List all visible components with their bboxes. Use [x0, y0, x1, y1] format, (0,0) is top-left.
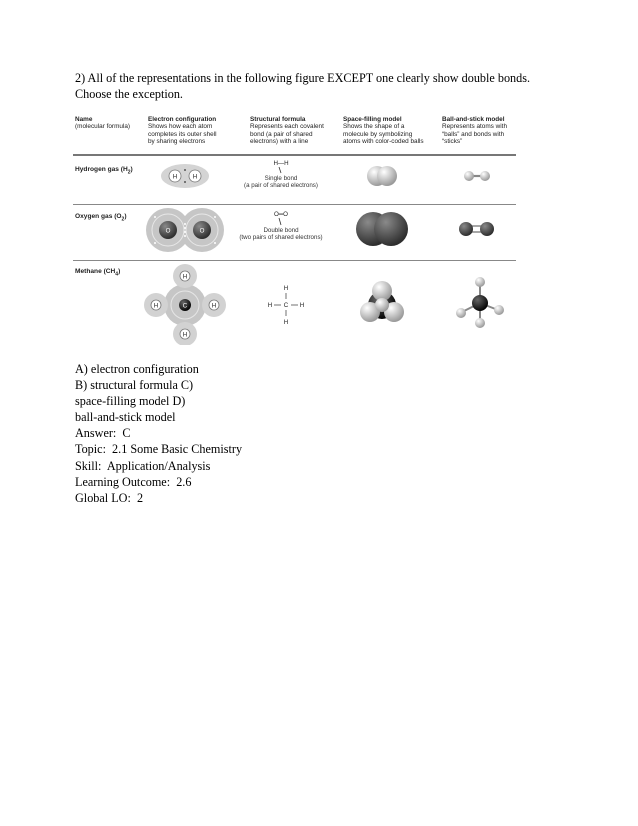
topic-line: Topic: 2.1 Some Basic Chemistry: [75, 442, 243, 457]
row-label-methane: Methane $(CH_4)$: [75, 268, 121, 278]
pointer-arrow: [279, 218, 281, 225]
oxygen-ball: [480, 222, 494, 236]
hydrogen-ball: [375, 298, 389, 312]
h2-space-filling-model: [367, 166, 397, 186]
atom-label-h: H: [211, 302, 217, 310]
oxygen-ball: [374, 212, 408, 246]
electron-dot: [214, 242, 216, 244]
h2-ball-and-stick-model: [464, 171, 490, 181]
question-line-2: Choose the exception.: [75, 87, 183, 101]
header-name: Name (molecular formula): [75, 116, 131, 131]
atom-label-h: H: [192, 173, 198, 181]
hydrogen-ball: [464, 171, 474, 181]
atom-label-h: H: [267, 302, 273, 309]
atom-label-h: H: [182, 273, 188, 281]
question-line-1: 2) All of the representations in the following figure EXCEPT one clearly show double bonds.: [75, 71, 531, 85]
ch4-electron-configuration: [144, 264, 226, 345]
o2-structural-formula: [239, 211, 322, 241]
electron-dot: [184, 231, 186, 233]
answer-line: Answer: C: [75, 426, 131, 441]
o2-ball-and-stick-model: [459, 222, 494, 236]
global-lo-line: Global LO: 2: [75, 490, 144, 505]
double-bond-label: Double bond: [263, 227, 299, 234]
hydrogen-ball: [494, 305, 504, 315]
header-ball-and-stick-model: Ball-and-stick model Represents atoms with “balls” and bonds with “sticks”: [442, 116, 507, 146]
atom-label-h: H: [299, 302, 305, 309]
carbon-ball: [472, 295, 488, 311]
choice-line: B) structural formula C): [75, 378, 194, 393]
pointer-arrow: [279, 167, 281, 173]
ch4-space-filling-model: [360, 281, 404, 322]
header-electron-configuration: Electron configuration Shows how each atom completes its outer shell by sharing electrons: [148, 116, 217, 146]
h2-shell-overlap: [161, 164, 209, 188]
h2-electron-configuration: [161, 164, 209, 188]
figure-drawings: [73, 113, 516, 345]
atom-label-h: H: [172, 173, 178, 181]
hydrogen-ball: [377, 166, 397, 186]
skill-line: Skill: Application/Analysis: [75, 458, 211, 473]
ch4-ball-and-stick-model: [456, 277, 504, 328]
electron-dot: [184, 223, 186, 225]
single-bond-sub-label: (a pair of shared electrons): [244, 182, 318, 189]
electron-dot: [184, 181, 186, 183]
atom-label-c: C: [283, 302, 289, 309]
question-text: [75, 70, 575, 102]
learning-outcome-line: Learning Outcome: 2.6: [75, 474, 192, 489]
electron-dot: [154, 242, 156, 244]
hydrogen-ball: [475, 318, 485, 328]
h2-formula: H—H: [273, 160, 289, 167]
oxygen-ball: [459, 222, 473, 236]
double-bond-sub-label: (two pairs of shared electrons): [239, 234, 323, 241]
bond-representation-figure: [73, 113, 516, 345]
atom-label-h: H: [153, 302, 159, 310]
header-space-filling-model: Space-filling model Shows the shape of a molecule by symbolizing atoms with color-coded balls: [343, 116, 424, 146]
atom-label-h: H: [283, 285, 289, 292]
atom-label-o: O: [199, 227, 205, 235]
hydrogen-ball: [475, 277, 485, 287]
ch4-structural-formula: [268, 285, 304, 326]
h2-structural-formula: [244, 160, 318, 189]
atom-label-c: C: [182, 302, 188, 310]
o2-space-filling-model: [356, 212, 408, 246]
row-label-hydrogen: Hydrogen gas $(H_2)$: [75, 166, 133, 176]
electron-dot: [184, 169, 186, 171]
electron-dot: [184, 235, 186, 237]
atom-label-h: H: [182, 331, 188, 339]
electron-dot: [214, 216, 216, 218]
o2-electron-configuration: [146, 208, 224, 252]
electron-dot: [184, 227, 186, 229]
row-label-oxygen: Oxygen gas $(O_2)$: [75, 213, 127, 223]
hydrogen-ball: [456, 308, 466, 318]
choice-line: space-filling model D): [75, 394, 186, 409]
header-structural-formula: Structural formula Represents each covalent bond (a pair of shared electrons) with a line: [250, 116, 324, 146]
o2-formula: O═O: [273, 211, 289, 218]
atom-label-h: H: [283, 319, 289, 326]
answer-block: [75, 361, 242, 506]
choice-line: ball-and-stick model: [75, 410, 176, 425]
atom-label-o: O: [165, 227, 171, 235]
electron-dot: [154, 216, 156, 218]
choice-line: A) electron configuration: [75, 362, 199, 376]
single-bond-label: Single bond: [264, 175, 298, 182]
hydrogen-ball: [480, 171, 490, 181]
